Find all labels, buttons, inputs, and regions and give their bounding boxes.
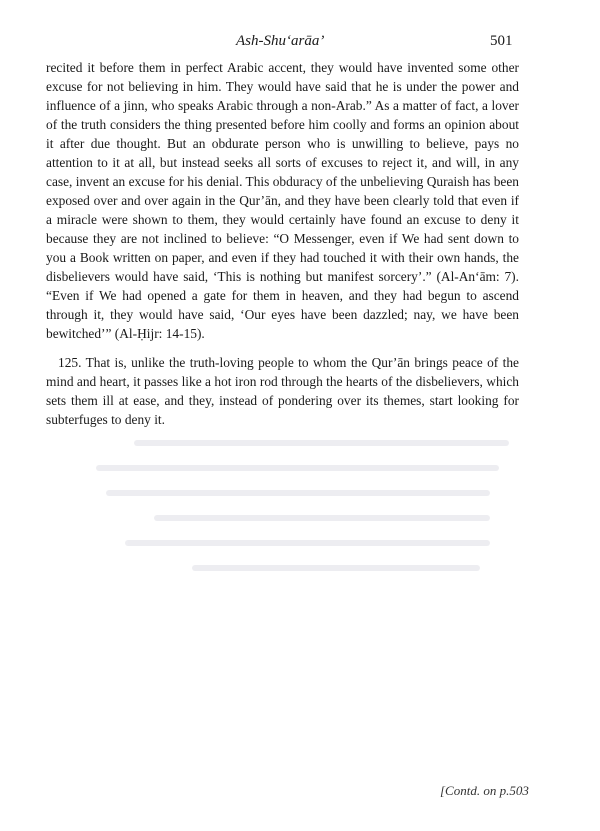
continuation-note: [Contd. on p.503: [440, 783, 529, 798]
paragraph-continued: recited it before them in perfect Arabic accent, they would have invented some other excuse for not believing in him. They would have said that he is under the power and influence of a jinn, who speaks Arabic through a non-Arab.” As a matter of fact, a lover of the truth considers the thing presented before him coolly and forms an opinion about it after due thought. But an obdurate person who is unwilling to believe, pays no attention to it at all, but instead seeks all sorts of excuses to reject it, and will, in any case, invent an excuse for his denial. This obduracy of the unbelieving Quraish has been exposed over and over again in the Qur’ān, and they have been clearly told that even if a miracle were shown to them, they would certainly have found an excuse to deny it because they are not inclined to believe: “O Messenger, even if We had sent down to you a Book written on paper, and even if they had touched it with their own hands, the disbelievers would have said, ‘This is nothing but manifest sorcery’.” (Al-An‘ām: 7). “Even if We had opened a gate for them in heaven, and they had begun to ascend through it, they would have said, ‘Our eyes have been dazzled; nay, we have been bewitched’” (Al-Ḥijr: 14-15).: [46, 60, 519, 341]
commentary-text: [46, 58, 519, 429]
running-head: [0, 33, 600, 53]
note-number: 125.: [58, 355, 82, 370]
show-through-background: [48, 440, 528, 610]
note-text: That is, unlike the truth-loving people to whom the Qur’ān brings peace of the mind and heart, it passes like a hot iron rod through the hearts of the disbelievers, which sets them ill at ease, and they, instead of pondering over its themes, start looking for subterfuges to deny it.: [46, 355, 519, 427]
note-125: [46, 353, 519, 429]
running-title: Ash-Shu‘arāa’: [236, 33, 325, 49]
page-number: 501: [490, 33, 513, 49]
